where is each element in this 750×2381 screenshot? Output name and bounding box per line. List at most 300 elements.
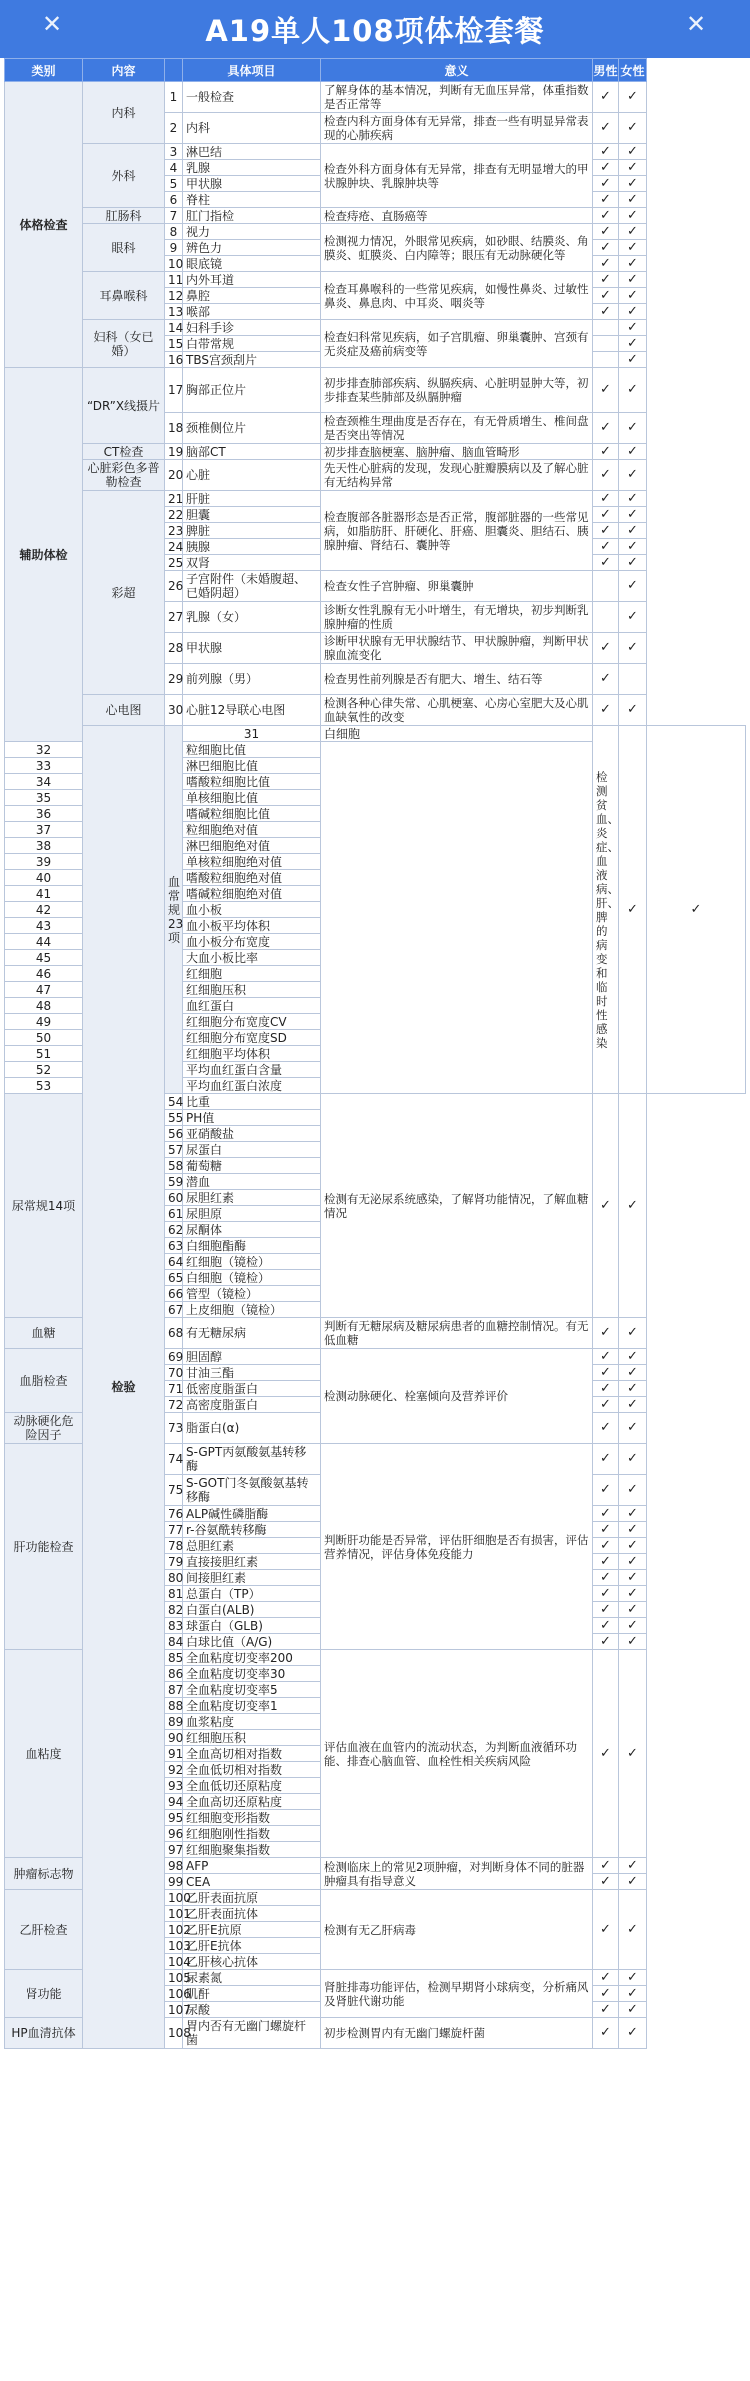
section-cell: CT检查 (83, 444, 165, 460)
item-name: 红细胞分布宽度CV (183, 1014, 321, 1030)
item-number: 8 (165, 224, 183, 240)
item-number: 79 (165, 1554, 183, 1570)
column-header (165, 59, 183, 82)
section-cell: 眼科 (83, 224, 165, 272)
item-name: 红细胞聚集指数 (183, 1842, 321, 1858)
male-check (593, 336, 619, 352)
item-number: 6 (165, 192, 183, 208)
item-number: 95 (165, 1810, 183, 1826)
table-row (5, 491, 746, 507)
female-check: ✓ (619, 368, 647, 413)
item-name: 球蛋白（GLB) (183, 1618, 321, 1634)
item-name: 胰腺 (183, 539, 321, 555)
female-check: ✓ (619, 2018, 647, 2049)
item-number: 9 (165, 240, 183, 256)
category-cell: 检验 (83, 726, 165, 2049)
item-number: 53 (5, 1078, 83, 1094)
item-name: 白球比值（A/G) (183, 1634, 321, 1650)
meaning-cell: 判断有无糖尿病及糖尿病患者的血糖控制情况。有无低血糖 (321, 1318, 593, 1349)
item-name: 颈椎侧位片 (183, 413, 321, 444)
item-name: 比重 (183, 1094, 321, 1110)
table-row (5, 460, 746, 491)
male-check: ✓ (593, 695, 619, 726)
item-number: 32 (5, 742, 83, 758)
female-check: ✓ (619, 113, 647, 144)
section-cell: 彩超 (83, 491, 165, 695)
item-number: 37 (5, 822, 83, 838)
section-cell: 肿瘤标志物 (5, 1858, 83, 1890)
item-number: 38 (5, 838, 83, 854)
item-number: 62 (165, 1222, 183, 1238)
item-number: 58 (165, 1158, 183, 1174)
item-number: 4 (165, 160, 183, 176)
meaning-cell: 检测各种心律失常、心肌梗塞、心房心室肥大及心肌血缺氧性的改变 (321, 695, 593, 726)
meaning-cell: 检测有无泌尿系统感染，了解肾功能情况，了解血糖情况 (321, 1094, 593, 1318)
section-cell: 血常规23项 (165, 726, 183, 1094)
item-name: 管型（镜检） (183, 1286, 321, 1302)
item-number: 69 (165, 1349, 183, 1365)
item-number: 72 (165, 1397, 183, 1413)
item-name: 间接胆红素 (183, 1570, 321, 1586)
section-cell: 内科 (83, 82, 165, 144)
item-name: 粒细胞绝对值 (183, 822, 321, 838)
category-cell: 体格检查 (5, 82, 83, 368)
item-number: 83 (165, 1618, 183, 1634)
table-row (5, 368, 746, 413)
male-check: ✓ (593, 1874, 619, 1890)
column-header: 内容 (83, 59, 165, 82)
item-name: CEA (183, 1874, 321, 1890)
table-row (5, 208, 746, 224)
meaning-cell: 检查内科方面身体有无异常，排查一些有明显异常表现的心肺疾病 (321, 113, 593, 144)
meaning-cell: 诊断女性乳腺有无小叶增生，有无增块，初步判断乳腺肿瘤的性质 (321, 602, 593, 633)
item-name: 乙肝表面抗体 (183, 1906, 321, 1922)
item-name: 乳腺 (183, 160, 321, 176)
female-check: ✓ (619, 633, 647, 664)
male-check: ✓ (593, 2002, 619, 2018)
item-name: 白带常规 (183, 336, 321, 352)
female-check: ✓ (619, 1413, 647, 1444)
meaning-cell: 评估血液在血管内的流动状态，为判断血液循环功能、排查心脑血管、血栓性相关疾病风险 (321, 1650, 593, 1858)
item-number: 104 (165, 1954, 183, 1970)
item-number: 97 (165, 1842, 183, 1858)
item-name: 肌酐 (183, 1986, 321, 2002)
female-check: ✓ (619, 288, 647, 304)
item-number: 15 (165, 336, 183, 352)
item-number: 35 (5, 790, 83, 806)
male-check: ✓ (593, 1349, 619, 1365)
item-number: 1 (165, 82, 183, 113)
item-number: 5 (165, 176, 183, 192)
item-number: 108 (165, 2018, 183, 2049)
section-cell: “DR”X线摄片 (83, 368, 165, 444)
female-check (619, 664, 647, 695)
item-number: 20 (165, 460, 183, 491)
item-name: 淋巴细胞比值 (183, 758, 321, 774)
item-number: 29 (165, 664, 183, 695)
item-name: 平均血红蛋白浓度 (183, 1078, 321, 1094)
male-check: ✓ (593, 256, 619, 272)
item-number: 67 (165, 1302, 183, 1318)
table-row (5, 144, 746, 160)
female-check: ✓ (619, 602, 647, 633)
item-name: 尿胆红素 (183, 1190, 321, 1206)
male-check: ✓ (593, 224, 619, 240)
male-check: ✓ (593, 208, 619, 224)
female-check: ✓ (619, 1650, 647, 1858)
meaning-cell: 检测贫血、炎症、血液病、肝、脾的病变和临时性感染 (593, 726, 619, 1094)
item-number: 34 (5, 774, 83, 790)
male-check: ✓ (593, 1554, 619, 1570)
item-number: 103 (165, 1938, 183, 1954)
male-check: ✓ (593, 240, 619, 256)
section-cell: 肛肠科 (83, 208, 165, 224)
item-name: 乳腺（女） (183, 602, 321, 633)
item-number: 68 (165, 1318, 183, 1349)
meaning-cell: 初步排查肺部疾病、纵膈疾病、心脏明显肿大等，初步排查某些肺部及纵膈肿瘤 (321, 368, 593, 413)
female-check: ✓ (619, 82, 647, 113)
item-number: 2 (165, 113, 183, 144)
item-number: 66 (165, 1286, 183, 1302)
item-name: 红细胞（镜检） (183, 1254, 321, 1270)
meaning-cell: 检查腹部各脏器形态是否正常，腹部脏器的一些常见病，如脂肪肝、肝硬化、肝癌、胆囊炎、胆结石、胰腺肿瘤、肾结石、囊肿等 (321, 491, 593, 571)
section-cell: 外科 (83, 144, 165, 208)
item-name: 潜血 (183, 1174, 321, 1190)
close-icon[interactable]: ✕ (41, 10, 63, 38)
item-name: 子宫附件（未婚腹超、已婚阴超） (183, 571, 321, 602)
table-row (5, 695, 746, 726)
male-check: ✓ (619, 726, 647, 1094)
female-check: ✓ (619, 1444, 647, 1475)
male-check: ✓ (593, 144, 619, 160)
section-cell: 尿常规14项 (5, 1094, 83, 1318)
item-name: 血小板平均体积 (183, 918, 321, 934)
male-check: ✓ (593, 664, 619, 695)
section-cell: 血脂检查 (5, 1349, 83, 1413)
table-row (5, 82, 746, 113)
item-name: 白细胞 (321, 726, 593, 742)
female-check: ✓ (619, 192, 647, 208)
female-check: ✓ (619, 1634, 647, 1650)
item-name: 乙肝核心抗体 (183, 1954, 321, 1970)
column-header: 女性 (619, 59, 647, 82)
column-header: 意义 (321, 59, 593, 82)
female-check: ✓ (619, 144, 647, 160)
meaning-cell: 检查耳鼻喉科的一些常见疾病，如慢性鼻炎、过敏性鼻炎、鼻息肉、中耳炎、咽炎等 (321, 272, 593, 320)
male-check: ✓ (593, 633, 619, 664)
item-name: 全血粘度切变率200 (183, 1650, 321, 1666)
item-name: 血浆粘度 (183, 1714, 321, 1730)
female-check: ✓ (619, 2002, 647, 2018)
item-number: 3 (165, 144, 183, 160)
male-check: ✓ (593, 1413, 619, 1444)
item-name: 胃内否有无幽门螺旋杆菌 (183, 2018, 321, 2049)
item-name: 全血低切还原粘度 (183, 1778, 321, 1794)
male-check: ✓ (593, 368, 619, 413)
item-number: 30 (165, 695, 183, 726)
item-number: 105 (165, 1970, 183, 1986)
item-name: 红细胞刚性指数 (183, 1826, 321, 1842)
item-number: 84 (165, 1634, 183, 1650)
female-check: ✓ (619, 320, 647, 336)
item-name: 全血粘度切变率5 (183, 1682, 321, 1698)
male-check: ✓ (593, 160, 619, 176)
item-number: 89 (165, 1714, 183, 1730)
item-number: 63 (165, 1238, 183, 1254)
female-check: ✓ (619, 1970, 647, 1986)
male-check: ✓ (593, 192, 619, 208)
female-check: ✓ (619, 1602, 647, 1618)
item-name: 红细胞压积 (183, 1730, 321, 1746)
male-check: ✓ (593, 1986, 619, 2002)
item-name: 总胆红素 (183, 1538, 321, 1554)
item-number: 76 (165, 1506, 183, 1522)
item-name: 乙肝表面抗原 (183, 1890, 321, 1906)
male-check: ✓ (593, 507, 619, 523)
item-number: 42 (5, 902, 83, 918)
female-check: ✓ (619, 1381, 647, 1397)
item-number: 44 (5, 934, 83, 950)
item-name: 全血粘度切变率1 (183, 1698, 321, 1714)
item-number: 60 (165, 1190, 183, 1206)
item-number: 71 (165, 1381, 183, 1397)
item-number: 102 (165, 1922, 183, 1938)
female-check: ✓ (619, 413, 647, 444)
item-number: 47 (5, 982, 83, 998)
item-name: 全血低切相对指数 (183, 1762, 321, 1778)
meaning-cell: 检查妇科常见疾病，如子宫肌瘤、卵巢囊肿、宫颈有无炎症及癌前病变等 (321, 320, 593, 368)
item-name: 乙肝E抗体 (183, 1938, 321, 1954)
item-name: 内科 (183, 113, 321, 144)
section-cell: 肾功能 (5, 1970, 83, 2018)
item-number: 10 (165, 256, 183, 272)
male-check: ✓ (593, 555, 619, 571)
male-check: ✓ (593, 1506, 619, 1522)
item-name: 白细胞（镜检） (183, 1270, 321, 1286)
item-name: 血红蛋白 (183, 998, 321, 1014)
male-check: ✓ (593, 1381, 619, 1397)
female-check: ✓ (619, 336, 647, 352)
item-name: 葡萄糖 (183, 1158, 321, 1174)
female-check: ✓ (619, 1874, 647, 1890)
female-check: ✓ (619, 1986, 647, 2002)
item-name: 大血小板比率 (183, 950, 321, 966)
female-check: ✓ (619, 1618, 647, 1634)
female-check: ✓ (619, 555, 647, 571)
item-name: 甲状腺 (183, 176, 321, 192)
item-name: 尿酸 (183, 2002, 321, 2018)
item-number: 31 (183, 726, 321, 742)
item-number: 14 (165, 320, 183, 336)
male-check: ✓ (593, 304, 619, 320)
item-number: 74 (165, 1444, 183, 1475)
female-check: ✓ (619, 1094, 647, 1318)
item-name: 眼底镜 (183, 256, 321, 272)
item-name: TBS宫颈刮片 (183, 352, 321, 368)
item-name: 视力 (183, 224, 321, 240)
female-check: ✓ (619, 1570, 647, 1586)
female-check: ✓ (619, 1349, 647, 1365)
item-number: 25 (165, 555, 183, 571)
item-number: 57 (165, 1142, 183, 1158)
item-number: 26 (165, 571, 183, 602)
item-name: 总蛋白（TP） (183, 1586, 321, 1602)
item-name: r-谷氨酰转移酶 (183, 1522, 321, 1538)
item-name: 脾脏 (183, 523, 321, 539)
item-name: 单核细胞比值 (183, 790, 321, 806)
female-check: ✓ (619, 240, 647, 256)
table-row (5, 444, 746, 460)
male-check: ✓ (593, 1444, 619, 1475)
male-check: ✓ (593, 1570, 619, 1586)
item-number: 23 (165, 523, 183, 539)
item-number: 56 (165, 1126, 183, 1142)
meaning-cell: 检查颈椎生理曲度是否存在，有无骨质增生、椎间盘是否突出等情况 (321, 413, 593, 444)
male-check: ✓ (593, 1318, 619, 1349)
section-cell: HP血清抗体 (5, 2018, 83, 2049)
male-check (593, 352, 619, 368)
item-name: 低密度脂蛋白 (183, 1381, 321, 1397)
item-name: 粒细胞比值 (183, 742, 321, 758)
male-check: ✓ (593, 1538, 619, 1554)
item-number: 86 (165, 1666, 183, 1682)
section-cell: 乙肝检查 (5, 1890, 83, 1970)
female-check: ✓ (619, 444, 647, 460)
item-number: 88 (165, 1698, 183, 1714)
item-number: 91 (165, 1746, 183, 1762)
section-cell: 血糖 (5, 1318, 83, 1349)
male-check: ✓ (593, 460, 619, 491)
female-check: ✓ (619, 224, 647, 240)
female-check: ✓ (619, 1365, 647, 1381)
male-check (593, 602, 619, 633)
item-name: 一般检查 (183, 82, 321, 113)
item-name: 单核粒细胞绝对值 (183, 854, 321, 870)
item-name: 红细胞压积 (183, 982, 321, 998)
item-number: 78 (165, 1538, 183, 1554)
item-number: 11 (165, 272, 183, 288)
item-name: 辨色力 (183, 240, 321, 256)
male-check: ✓ (593, 1522, 619, 1538)
female-check: ✓ (647, 726, 746, 1094)
item-number: 96 (165, 1826, 183, 1842)
item-name: 脂蛋白(α) (183, 1413, 321, 1444)
item-name: 亚硝酸盐 (183, 1126, 321, 1142)
page-header (0, 0, 750, 58)
meaning-cell: 检查痔疮、直肠癌等 (321, 208, 593, 224)
item-name: 全血高切还原粘度 (183, 1794, 321, 1810)
item-name: 尿酮体 (183, 1222, 321, 1238)
item-number: 64 (165, 1254, 183, 1270)
item-name: 直接接胆红素 (183, 1554, 321, 1570)
item-number: 22 (165, 507, 183, 523)
male-check: ✓ (593, 1650, 619, 1858)
item-name: 心脏12导联心电图 (183, 695, 321, 726)
item-name: ALP碱性磷脂酶 (183, 1506, 321, 1522)
column-header: 具体项目 (183, 59, 321, 82)
table-row (5, 272, 746, 288)
section-cell: 耳鼻喉科 (83, 272, 165, 320)
item-number: 52 (5, 1062, 83, 1078)
item-number: 21 (165, 491, 183, 507)
item-number: 94 (165, 1794, 183, 1810)
item-name: 全血高切相对指数 (183, 1746, 321, 1762)
item-number: 18 (165, 413, 183, 444)
item-name: 胸部正位片 (183, 368, 321, 413)
meaning-cell: 判断肝功能是否异常，评估肝细胞是否有损害，评估营养情况，评估身体免疫能力 (321, 1444, 593, 1650)
male-check: ✓ (593, 272, 619, 288)
item-number: 98 (165, 1858, 183, 1874)
item-name: 嗜碱粒细胞比值 (183, 806, 321, 822)
item-number: 40 (5, 870, 83, 886)
male-check: ✓ (593, 1618, 619, 1634)
item-number: 92 (165, 1762, 183, 1778)
close-icon[interactable]: ✕ (685, 10, 707, 38)
item-number: 48 (5, 998, 83, 1014)
female-check: ✓ (619, 208, 647, 224)
female-check: ✓ (619, 1475, 647, 1506)
female-check: ✓ (619, 1538, 647, 1554)
meaning-cell: 检查女性子宫肿瘤、卵巢囊肿 (321, 571, 593, 602)
meaning-cell: 检测视力情况，外眼常见疾病，如砂眼、结膜炎、角膜炎、虹膜炎、白内障等；眼压有无动脉硬化等 (321, 224, 593, 272)
item-name: 胆固醇 (183, 1349, 321, 1365)
female-check: ✓ (619, 160, 647, 176)
item-name: 尿胆原 (183, 1206, 321, 1222)
item-name: AFP (183, 1858, 321, 1874)
item-name: 脑部CT (183, 444, 321, 460)
item-name: 嗜碱粒细胞绝对值 (183, 886, 321, 902)
item-number: 73 (165, 1413, 183, 1444)
item-number: 65 (165, 1270, 183, 1286)
item-name: 胆囊 (183, 507, 321, 523)
item-name: 嗜酸粒细胞绝对值 (183, 870, 321, 886)
meaning-cell: 初步排查脑梗塞、脑肿瘤、脑血管畸形 (321, 444, 593, 460)
item-number: 36 (5, 806, 83, 822)
male-check: ✓ (593, 413, 619, 444)
male-check: ✓ (593, 1602, 619, 1618)
item-name: 前列腺（男） (183, 664, 321, 695)
male-check: ✓ (593, 1890, 619, 1970)
item-name: 血小板 (183, 902, 321, 918)
section-cell: 心电图 (83, 695, 165, 726)
male-check: ✓ (593, 1858, 619, 1874)
item-name: 上皮细胞（镜检） (183, 1302, 321, 1318)
item-number: 28 (165, 633, 183, 664)
female-check: ✓ (619, 304, 647, 320)
item-name: 淋巴细胞绝对值 (183, 838, 321, 854)
female-check: ✓ (619, 571, 647, 602)
exam-table (4, 58, 746, 2049)
item-number: 75 (165, 1475, 183, 1506)
item-name: 白细胞酯酶 (183, 1238, 321, 1254)
male-check: ✓ (593, 288, 619, 304)
item-number: 17 (165, 368, 183, 413)
item-name: 平均血红蛋白含量 (183, 1062, 321, 1078)
item-name: 嗜酸粒细胞比值 (183, 774, 321, 790)
female-check: ✓ (619, 1522, 647, 1538)
item-number: 100 (165, 1890, 183, 1906)
section-cell: 妇科（女已婚） (83, 320, 165, 368)
item-name: 甘油三酯 (183, 1365, 321, 1381)
item-name: 淋巴结 (183, 144, 321, 160)
section-cell: 动脉硬化危险因子 (5, 1413, 83, 1444)
item-name: 鼻腔 (183, 288, 321, 304)
male-check (593, 320, 619, 336)
item-name: 双肾 (183, 555, 321, 571)
item-name: 肛门指检 (183, 208, 321, 224)
item-number: 16 (165, 352, 183, 368)
item-number: 24 (165, 539, 183, 555)
